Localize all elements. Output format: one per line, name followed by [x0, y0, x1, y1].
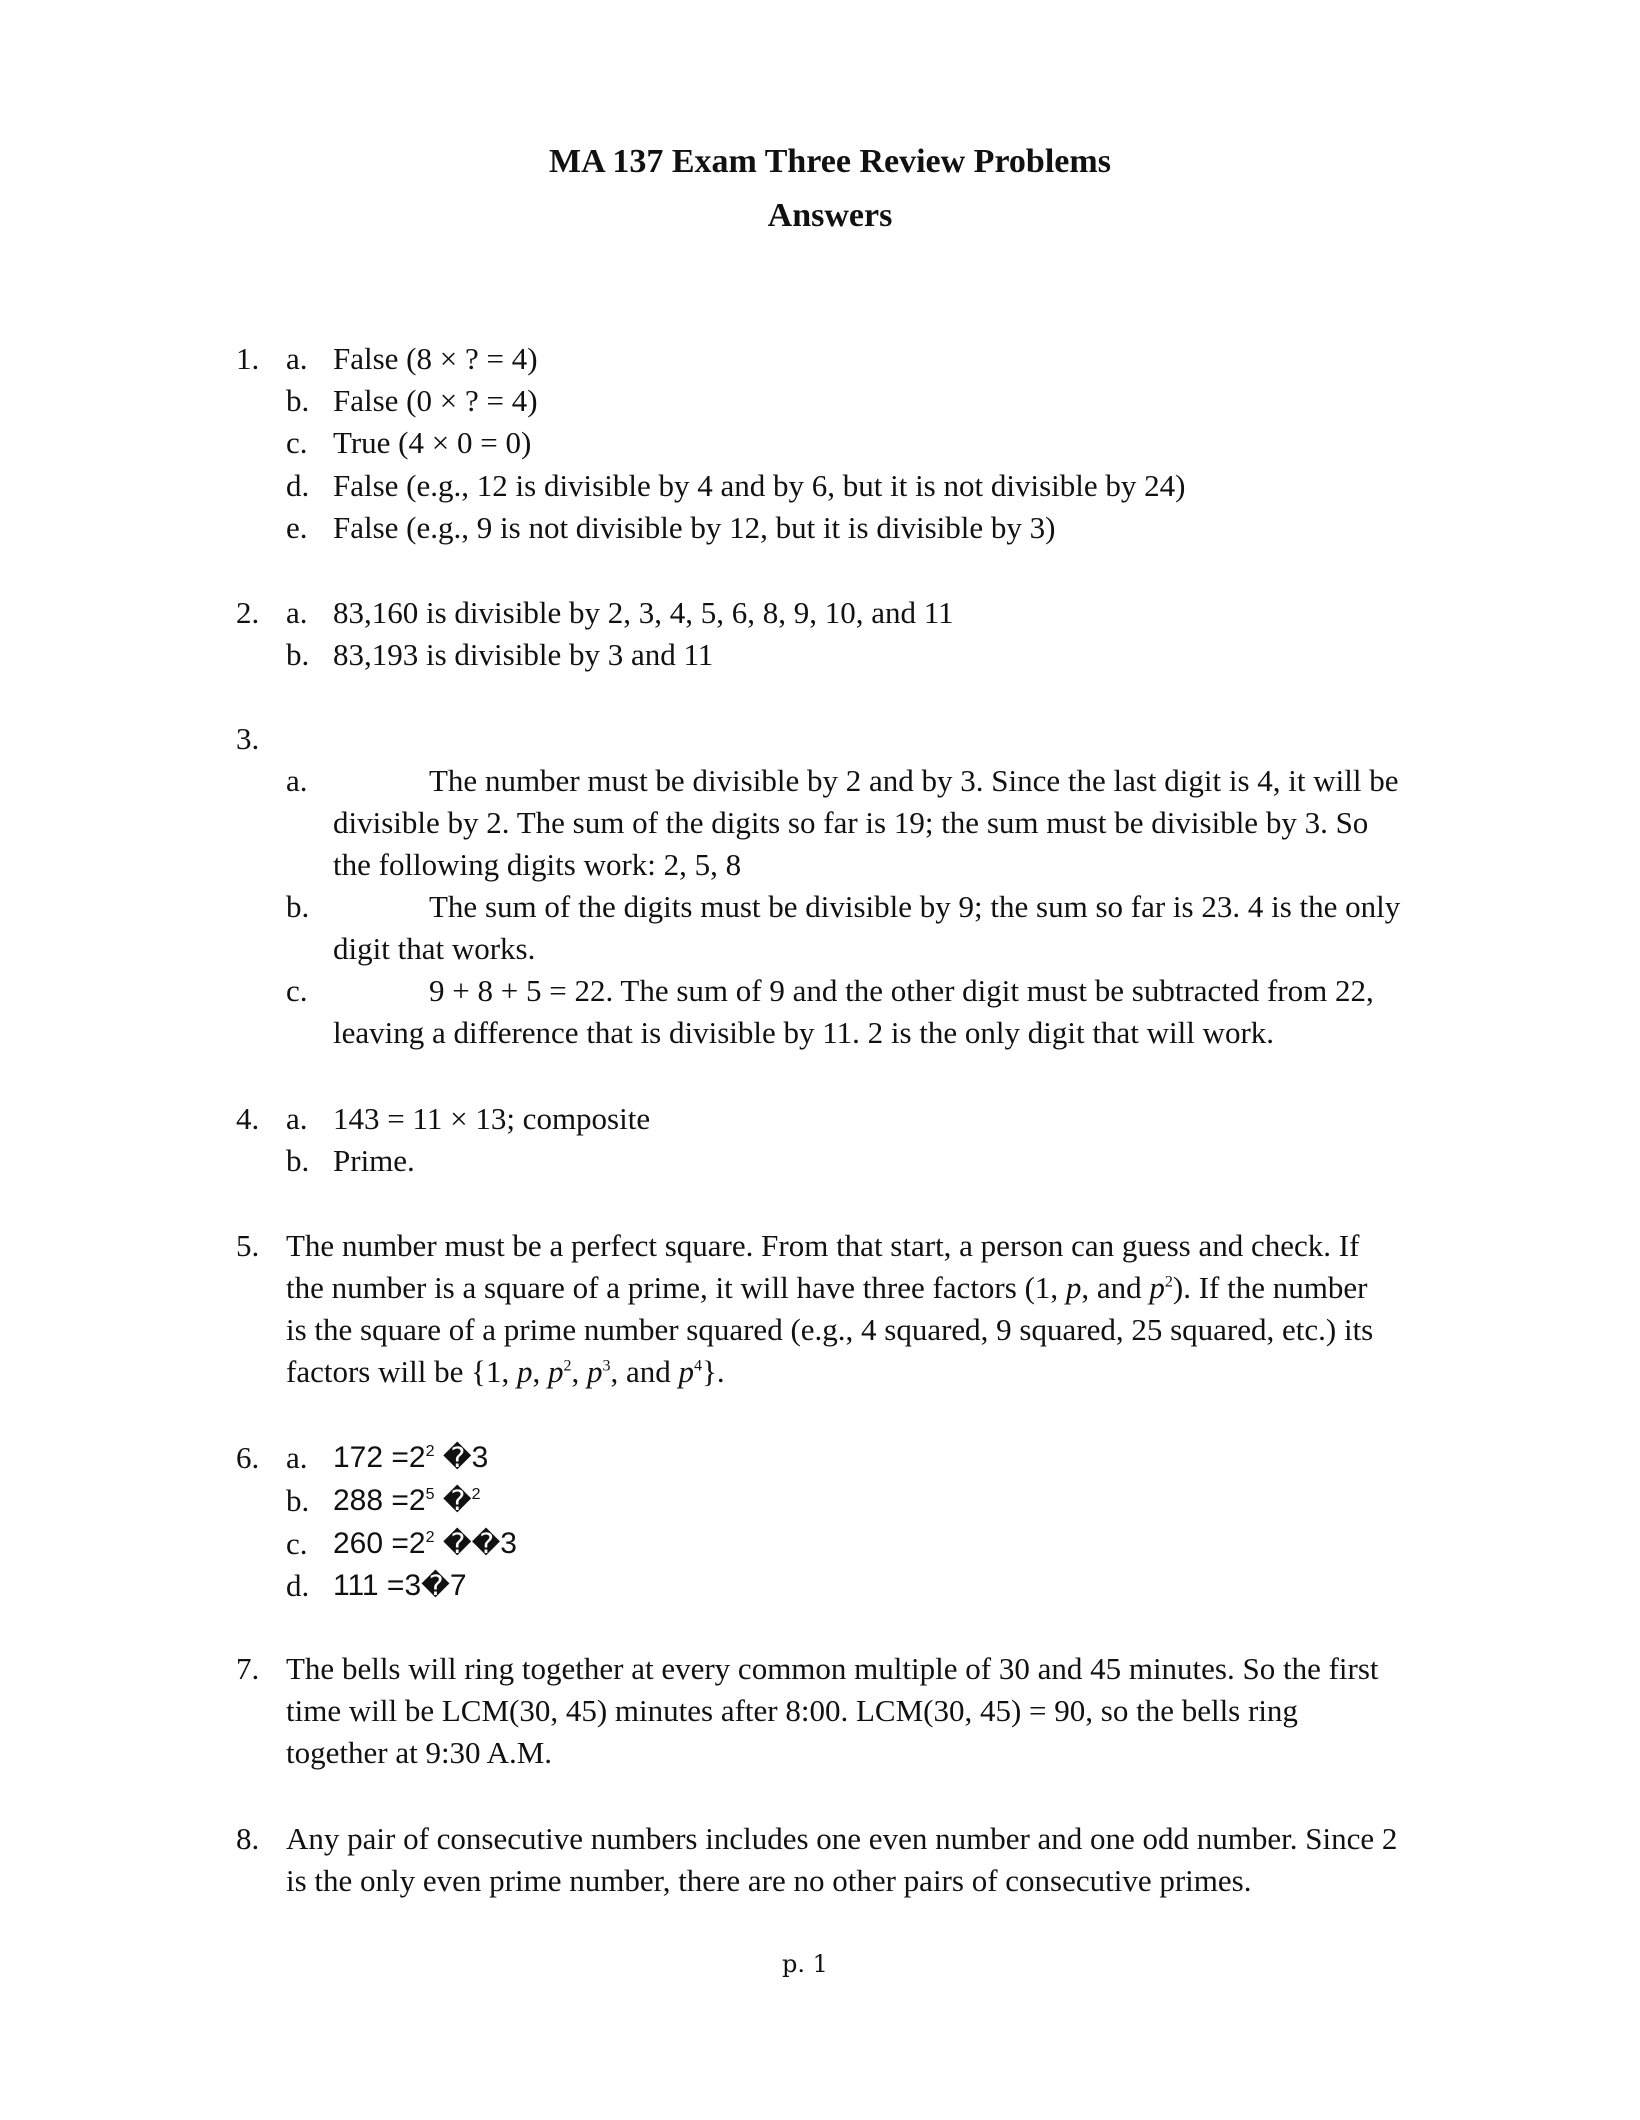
- item-letter: d.: [286, 468, 310, 503]
- item-letter: e.: [286, 510, 308, 545]
- item-letter: b.: [286, 383, 310, 418]
- answer-line: is the square of a prime number squared (e.g., 4 squared, 9 squared, 25 squared, etc.) its: [286, 1312, 1374, 1347]
- answer-text: True (4 × 0 = 0): [333, 425, 532, 460]
- answer-text: 83,193 is divisible by 3 and 11: [333, 637, 714, 672]
- question-number: 7.: [236, 1651, 260, 1686]
- answer-line: leaving a difference that is divisible by 11. 2 is the only digit that will work.: [333, 1015, 1275, 1050]
- answer-paragraph: [286, 1648, 1379, 1774]
- question-number: 3.: [236, 721, 260, 756]
- answer-line: the following digits work: 2, 5, 8: [333, 847, 742, 882]
- replacement-char-icon: �: [421, 1569, 450, 1602]
- item-letter: a.: [286, 763, 308, 798]
- answer-text: 143 = 11 × 13; composite: [333, 1101, 651, 1136]
- item-letter: a.: [286, 1440, 308, 1475]
- factorization: $288 =2^5$ �$^2$: [333, 1484, 481, 1517]
- answer-line: The bells will ring together at every common multiple of 30 and 45 minutes. So the first: [286, 1651, 1379, 1686]
- document-subtitle: Answers: [767, 197, 893, 234]
- factorization: 111 =3�7: [333, 1569, 467, 1602]
- answer-line: time will be LCM(30, 45) minutes after 8:00. LCM(30, 45) = 90, so the bells ring: [286, 1693, 1298, 1728]
- answer-line: digit that works.: [333, 931, 536, 966]
- answer-text: False (e.g., 9 is not divisible by 12, but it is divisible by 3): [333, 510, 1056, 545]
- answer-line: together at 9:30 A.M.: [286, 1735, 553, 1770]
- answer-paragraph: [286, 1818, 1397, 1902]
- answer-line: The number must be divisible by 2 and by 3. Since the last digit is 4, it will be: [429, 763, 1399, 798]
- answer-paragraph: [333, 760, 1399, 886]
- answer-line: 9 + 8 + 5 = 22. The sum of 9 and the other digit must be subtracted from 22,: [429, 973, 1374, 1008]
- item-letter: b.: [286, 1483, 310, 1518]
- item-letter: c.: [286, 973, 308, 1008]
- answer-paragraph: [333, 970, 1374, 1054]
- question-number: 8.: [236, 1821, 260, 1856]
- page-number: p. 1: [782, 1950, 828, 1978]
- answer-text: False (0 × ? = 4): [333, 383, 538, 418]
- item-letter: c.: [286, 425, 308, 460]
- replacement-char-icon: �: [442, 1441, 472, 1474]
- answer-text: False (8 × ? = 4): [333, 341, 538, 376]
- item-letter: a.: [286, 1101, 308, 1136]
- answer-paragraph: [333, 886, 1400, 970]
- item-letter: a.: [286, 341, 308, 376]
- answer-paragraph: [286, 1225, 1373, 1393]
- answer-line: the number is a square of a prime, it will have three factors (1, p, and $p^2$). If the number: [286, 1270, 1368, 1305]
- item-letter: b.: [286, 1143, 310, 1178]
- factorization: $172 =2^2$ �3: [333, 1441, 489, 1474]
- answer-line: The number must be a perfect square. From that start, a person can guess and check. If: [286, 1228, 1360, 1263]
- question-number: 2.: [236, 595, 260, 630]
- document-title: MA 137 Exam Three Review Problems: [549, 143, 1111, 180]
- answer-text: 83,160 is divisible by 2, 3, 4, 5, 6, 8, 9, 10, and 11: [333, 595, 954, 630]
- question-number: 6.: [236, 1440, 260, 1475]
- replacement-char-icon: �: [442, 1484, 472, 1517]
- answer-line: The sum of the digits must be divisible by 9; the sum so far is 23. 4 is the only: [429, 889, 1401, 924]
- answer-line: factors will be {1, p, $p^2$, $p^3$, and $p^4$}.: [286, 1354, 725, 1389]
- question-number: 5.: [236, 1228, 260, 1263]
- item-letter: b.: [286, 637, 310, 672]
- answer-line: divisible by 2. The sum of the digits so far is 19; the sum must be divisible by 3. So: [333, 805, 1369, 840]
- item-letter: d.: [286, 1568, 310, 1603]
- answer-line: Any pair of consecutive numbers includes one even number and one odd number. Since 2: [286, 1821, 1398, 1856]
- question-number: 1.: [236, 341, 260, 376]
- replacement-char-icon: �: [442, 1527, 472, 1560]
- replacement-char-icon: �: [471, 1527, 501, 1560]
- answer-text: Prime.: [333, 1143, 415, 1178]
- answer-line: is the only even prime number, there are no other pairs of consecutive primes.: [286, 1863, 1252, 1898]
- item-letter: a.: [286, 595, 308, 630]
- factorization: $260 =2^2$ ��3: [333, 1527, 517, 1560]
- answer-text: False (e.g., 12 is divisible by 4 and by 6, but it is not divisible by 24): [333, 468, 1186, 503]
- item-letter: c.: [286, 1526, 308, 1561]
- item-letter: b.: [286, 889, 310, 924]
- question-number: 4.: [236, 1101, 260, 1136]
